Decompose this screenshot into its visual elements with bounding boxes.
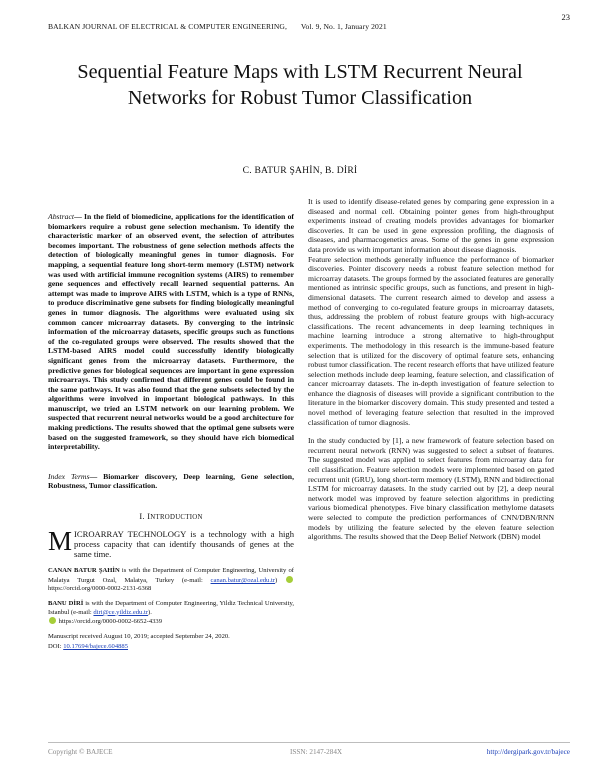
left-column [48,212,294,652]
body-paragraph-3: In the study conducted by [1], a new framework of feature selection based on recurrent neural network (RNN) was suggested to select a subset of features. The suggested model was applied to select features from microarray data for cell classification. Feature selection models were implemented based on gated recurrent unit (GRU), long short-term memory (LSTM), RNN and bidirectional LSTM for microarray datasets. In the study carried out by [2], a deep neural network model was improved by feature selection algorithms in predicting various biomedical phenotypes. Five binary classification methylome datasets were selected to compute the prediction performances of CNN/DBN/RNN models by utilizing the feature selected by the eleven feature selection algorithms. The results showed that the Deep Belief Network (DBN) model [308,436,554,542]
index-terms [48,472,294,491]
intro-paragraph [48,525,294,560]
abstract-text: — In the field of biomedicine, applications for the identification of biomarkers require a robust gene selection mechanism. To identify the characteristic marker of an observed event, the selection of attributes becomes important. The robustness of gene selection methods affects the detection of biologically meaningful genes in tumor diagnosis. For mapping, a sequential feature long short-term memory (LSTM) network was used with artificial immune recognition systems (AIRS) to remember gene sequences and effectively recall learned sequential patterns. An attempt was made to improve AIRS with LSTM, which is a type of RNNs, to produce discriminative gene subsets for finding biologically meaningful genes in tumor diagnosis. The algorithms were evaluated using six common cancer microarray datasets. By converging to the intrinsic information of the microarray datasets, specific groups such as functions of the co-regulated groups were observed. The results showed that the LSTM-based AIRS model could successfully identify biologically significant genes from the microarray datasets. Furthermore, the predictive genes for biological sequences are important in gene expression microarrays. This study confirmed that different genes could be found in the same pathways. It was also found that the gene subsets selected by the algorithms were involved in important biological pathways. In this manuscript, we tried an LSTM network on our learning problem. We suspected that recurrent neural networks would be a good architecture for making predictions. The results showed that the optimal gene subsets were based on the suggested framework, so they should have rich biomedical interpretability. [48,212,294,452]
drop-cap: M [48,525,73,556]
manuscript-received: Manuscript received August 10, 2019; accepted September 24, 2020. [48,632,230,640]
footer-copyright: Copyright © BAJECE [48,748,113,756]
footer-issn: ISSN: 2147-284X [290,748,343,756]
affiliation-1: CANAN BATUR ŞAHİN is with the Department of Computer Engineering, University of Malatya Turgut Ozal, Malatya, Turkey (e-mail: canan.batur@ozal.edu.tr) https://orcid.org/0000-0002-2131-6368 [48,567,294,593]
right-column [308,197,554,542]
footer-rule [48,742,570,743]
affiliation-2: BANU DİRİ is with the Department of Computer Engineering, Yildiz Technical University, Istanbul (e-mail: diri@ce.yildiz.edu.tr). https://orcid.org/0000-0002-6652-4339 [48,600,294,626]
affiliation-1-text: is with the Department of Computer Engineering, University of Malatya Turgut Ozal, Malatya, Turkey (e-mail: [48,567,294,584]
footer-url[interactable]: http://dergipark.gov.tr/bajece [486,748,570,756]
affiliation-2-orcid[interactable]: https://orcid.org/0000-0002-6652-4339 [58,618,163,626]
running-header [48,22,399,31]
section-number: I. [139,512,145,522]
doi-line [48,643,294,652]
abstract [48,212,294,452]
abstract-label: Abstract [48,212,75,221]
paper-title: Sequential Feature Maps with LSTM Recurrent Neural Networks for Robust Tumor Classification [77,61,523,109]
orcid-icon [49,617,56,624]
section-title-rest: NTRODUCTION [150,514,203,522]
section-title-initial: I [147,512,151,522]
affiliation-1-orcid[interactable]: https://orcid.org/0000-0002-2131-6368 [48,585,152,593]
journal-volume: Vol. 9, No. 1, January 2021 [300,22,387,31]
affiliation-2-text: is with the Department of Computer Engineering, Yildiz Technical University, Istanbul (e-mail: [48,600,294,616]
page-number: 23 [561,12,570,22]
journal-name: BALKAN JOURNAL OF ELECTRICAL & COMPUTER ENGINEERING, [48,22,287,31]
affiliation-2-email[interactable]: diri@ce.yildiz.edu.tr [93,608,149,616]
body-paragraph-1: It is used to identify disease-related genes by comparing gene expression in a diseased and normal cell. Obtaining pointer genes from high-throughput experiments instead of creating models provides advantages for biomarker discoveries. It can be used in gene expression profiling, the diagnosis of diseases, and pharmacogenetics areas. Some of the genes in gene expression data provide us with important information about disease diagnosis. [308,197,554,254]
affiliation-2-name: BANU DİRİ [48,600,84,608]
index-terms-text: — Biomarker discovery, Deep learning, Gene selection, Robustness, Tumor classification. [48,471,294,491]
doi-link[interactable]: 10.17694/bajece.604885 [63,643,129,651]
doi-label: DOI: [48,643,64,651]
intro-text: ICROARRAY TECHNOLOGY is a technology with a high process capacity that can identify thousands of genes at the same time. [74,528,294,560]
paper-authors: C. BATUR ŞAHİN, B. DİRİ [242,165,358,176]
section-heading [48,512,294,523]
orcid-icon [286,576,293,583]
index-terms-label: Index Terms [48,471,90,481]
affiliation-1-name: CANAN BATUR ŞAHİN [48,567,120,575]
affiliation-1-email[interactable]: canan.batur@ozal.edu.tr [210,576,276,584]
body-paragraph-2: Feature selection methods generally influence the performance of biomarker discoveries. Pointer discovery needs a robust feature selection method for microarray datasets. The groups formed by the associated features are generally mentioned as intrinsic specific groups, such as functions, and present in high-dimensional datasets. The current research aimed to develop and assess a method of converging to co-regulated feature groups in microarray datasets, thus, addressing the problem of robust feature groups with high-accuracy classifications. The recent advancements in deep learning techniques in machine learning introduce a strong alternative to high-throughput experiments. The methodology in this research is the immune-based feature selection that is utilized for the discovery of optimal feature sets, enhancing robust tumor classification. The recent research efforts that have utilized feature selection methods include deep learning, feature selection, and classification of cancer microarray datasets. The in-depth investigation of feature selection to enhance the diagnosis of diseases will provide a significant contribution to the literature in the biomarker discovery domain. This study presented and tested a novel method of leveraging feature selection that resulted in the improved classification of tumor diagnosis. [308,254,554,427]
